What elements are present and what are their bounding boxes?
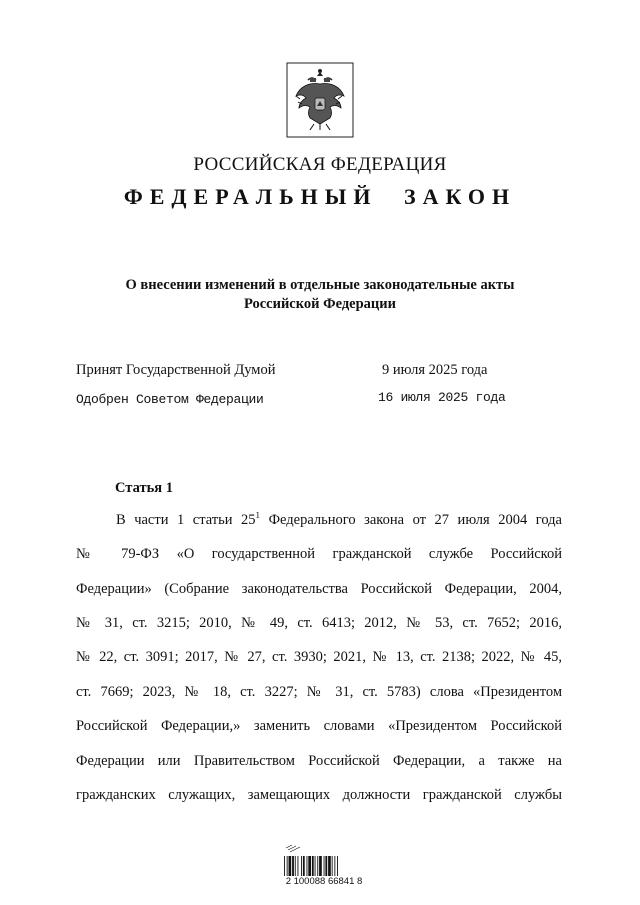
barcode-bar (315, 856, 316, 878)
barcode-bar (324, 856, 325, 878)
barcode-bar (328, 856, 331, 878)
barcode-bar (284, 856, 285, 878)
approved-by-council-date: 16 июля 2025 года (378, 390, 506, 405)
country-name: РОССИЙСКАЯ ФЕДЕРАЦИЯ (193, 154, 447, 175)
article-text-line: Федерации» (Собрание законодательства Российской Федерации, 2004, (76, 581, 562, 597)
article-text-line: Федерации или Правительством Российской Федерации, а также на (76, 753, 562, 769)
barcode-number: 2 100088 66841 8 (276, 876, 372, 887)
article-text-line: № 22, ст. 3091; 2017, № 27, ст. 3930; 2021, № 13, ст. 2138; 2022, № 45, (76, 649, 562, 665)
barcode-bar (301, 856, 302, 878)
barcode-bar (334, 856, 335, 878)
article-text-line: № 79-ФЗ «О государственной гражданской службе Российской (76, 546, 562, 562)
coat-of-arms-icon (286, 62, 354, 138)
barcode-bar (295, 856, 296, 878)
article-superscript: 1 (255, 512, 261, 520)
barcode-bar (319, 856, 322, 878)
barcode-bar (292, 856, 294, 878)
barcode-bar (317, 856, 318, 878)
barcode-bar (307, 856, 308, 878)
article-text-fragment: В части 1 статьи 25 (116, 512, 256, 528)
article-text-line: гражданских служащих, замещающих должности гражданской службы (76, 787, 562, 803)
article-text-line: ст. 7669; 2023, № 18, ст. 3227; № 31, ст. 5783) слова «Президентом (76, 684, 562, 700)
adopted-by-duma-date: 9 июля 2025 года (382, 362, 488, 378)
law-title-line: О внесении изменений в отдельные законодательные акты (125, 277, 515, 293)
article-text-fragment: Федерального закона от 27 июля 2004 года (260, 512, 562, 528)
adopted-by-duma-label: Принят Государственной Думой (76, 362, 276, 378)
barcode-bar (303, 856, 305, 878)
barcode-bar (325, 856, 327, 878)
approved-by-council-label: Одобрен Советом Федерации (76, 392, 264, 407)
law-title-line: Российской Федерации (243, 296, 396, 312)
barcode-bar (337, 856, 338, 878)
article-text-line (116, 512, 562, 529)
barcode-bar (308, 856, 311, 878)
article-heading: Статья 1 (115, 480, 173, 496)
barcode-bar (289, 856, 292, 878)
barcode-bar (312, 856, 314, 878)
document-type: ФЕДЕРАЛЬНЫЙ ЗАКОН (123, 184, 517, 209)
article-text-line: Российской Федерации,» заменить словами «Президентом Российской (76, 718, 562, 734)
barcode-bar (298, 856, 299, 878)
law-title (60, 276, 580, 314)
article-text-line: № 31, ст. 3215; 2010, № 49, ст. 6413; 2012, № 53, ст. 7652; 2016, (76, 615, 562, 631)
barcode-bar (287, 856, 288, 878)
barcode-bar (332, 856, 333, 878)
